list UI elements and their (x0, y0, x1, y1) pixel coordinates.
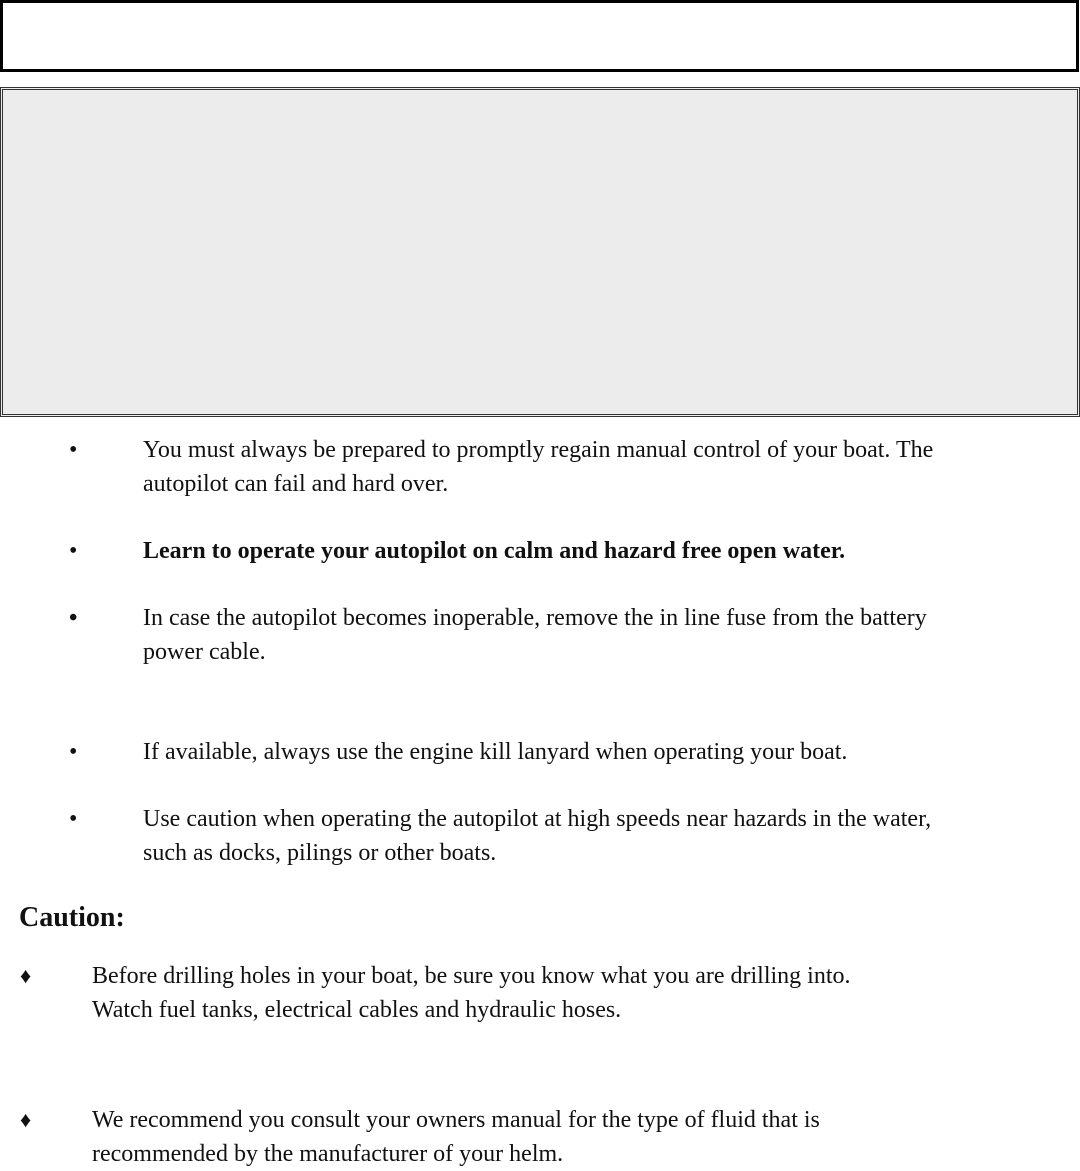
bullet-icon: • (69, 437, 78, 463)
warning-4-line-1: If available, always use the engine kill lanyard when operating your boat. (143, 739, 848, 765)
warning-box (0, 87, 1080, 417)
title-box (0, 0, 1079, 72)
bullet-icon: • (69, 538, 78, 564)
warning-3-line-1: In case the autopilot becomes inoperable, remove the in line fuse from the battery (143, 605, 927, 631)
warning-5-line-2: such as docks, pilings or other boats. (143, 840, 497, 866)
diamond-bullet-icon: ♦ (20, 1107, 32, 1132)
warning-1-line-2: autopilot can fail and hard over. (143, 471, 449, 497)
warning-2-line-1: Learn to operate your autopilot on calm and hazard free open water. (143, 538, 846, 564)
warning-5-line-1: Use caution when operating the autopilot at high speeds near hazards in the water, (143, 806, 932, 832)
caution-2-line-1: We recommend you consult your owners manual for the type of fluid that is (92, 1107, 820, 1133)
caution-2-line-2: recommended by the manufacturer of your helm. (92, 1141, 564, 1167)
bullet-icon: • (69, 605, 78, 631)
warning-1-line-1: You must always be prepared to promptly regain manual control of your boat. The (143, 437, 934, 463)
caution-heading: Caution: (19, 902, 125, 933)
bullet-icon: • (69, 739, 78, 765)
warning-3-line-2: power cable. (143, 639, 266, 665)
caution-1-line-2: Watch fuel tanks, electrical cables and hydraulic hoses. (92, 997, 622, 1023)
bullet-icon: • (69, 806, 78, 832)
caution-1-line-1: Before drilling holes in your boat, be sure you know what you are drilling into. (92, 963, 851, 989)
diamond-bullet-icon: ♦ (20, 963, 32, 988)
